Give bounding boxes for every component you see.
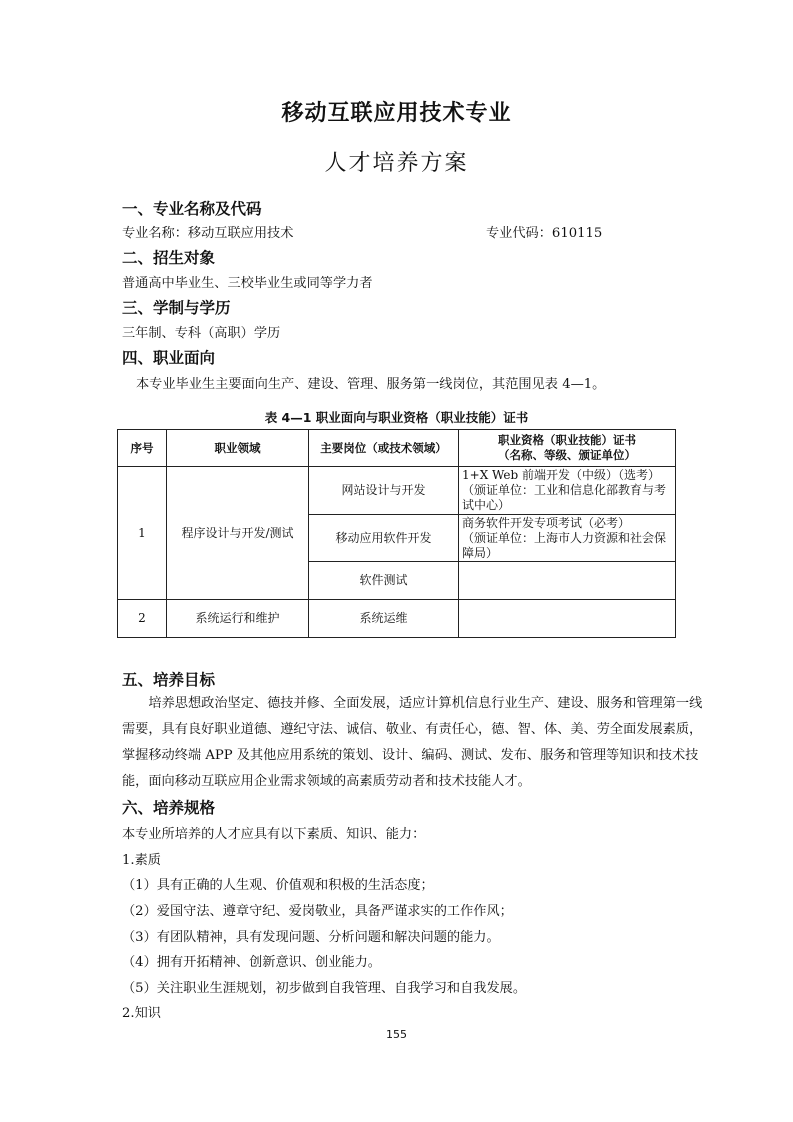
list-item: （3）有团队精神，具有发现问题、分析问题和解决问题的能力。 (122, 930, 500, 945)
header-cert-line2: （名称、等级、颁证单位） (498, 448, 636, 462)
section-6-intro: 本专业所培养的人才应具有以下素质、知识、能力： (122, 827, 426, 842)
table-caption: 表 4—1 职业面向与职业资格（职业技能）证书 (264, 410, 529, 425)
major-name: 专业名称：移动互联应用技术 (122, 226, 294, 241)
section-4-heading: 四、职业面向 (122, 349, 216, 367)
row-no: 2 (118, 600, 167, 638)
sub-heading-quality: 1.素质 (122, 853, 161, 868)
section-5-text: 培养思想政治坚定、德技并修、全面发展，适应计算机信息行业生产、建设、服务和管理第一线需要，具有良好职业道德、遵纪守法、诚信、敬业、有责任心，德、智、体、美、劳全面发展素质，掌握移动终端 APP 及其他应用系统的策划、设计、编码、测试、发布、服务和管理等知识和技术技能，面向移动互联应用企业需求领域的高素质劳动者和技术技能人才。 (122, 696, 703, 789)
row-cert: 商务软件开发专项考试（必考） （颁证单位：上海市人力资源和社会保障局） (459, 515, 676, 562)
row-cert (459, 562, 676, 600)
section-2-heading: 二、招生对象 (122, 249, 216, 267)
document-subtitle: 人才培养方案 (324, 151, 469, 176)
row-post: 网站设计与开发 (309, 467, 459, 515)
list-item: （5）关注职业生涯规划，初步做到自我管理、自我学习和自我发展。 (122, 981, 527, 996)
schooling-text: 三年制、专科（高职）学历 (122, 326, 281, 341)
header-no: 序号 (118, 430, 167, 467)
row-post: 软件测试 (309, 562, 459, 600)
header-cert (459, 430, 676, 467)
row-cert (459, 600, 676, 638)
sub-heading-knowledge: 2.知识 (122, 1006, 161, 1021)
section-6-heading: 六、培养规格 (122, 799, 216, 817)
row-post: 系统运维 (309, 600, 459, 638)
header-cert-line1: 职业资格（职业技能）证书 (498, 433, 636, 447)
list-item: （2）爱国守法、遵章守纪、爱岗敬业，具备严谨求实的工作作风； (122, 904, 513, 919)
section-5-heading: 五、培养目标 (122, 671, 216, 689)
table-header-row (118, 430, 676, 467)
page-number: 155 (386, 1028, 407, 1041)
section-4-text: 本专业毕业生主要面向生产、建设、管理、服务第一线岗位，其范围见表 4—1。 (136, 377, 606, 392)
row-post: 移动应用软件开发 (309, 515, 459, 562)
list-item: （4）拥有开拓精神、创新意识、创业能力。 (122, 955, 381, 970)
row-field: 系统运行和维护 (167, 600, 309, 638)
header-field: 职业领域 (167, 430, 309, 467)
section-3-heading: 三、学制与学历 (122, 299, 231, 317)
list-item: （1）具有正确的人生观、价值观和积极的生活态度； (122, 878, 434, 893)
document-title: 移动互联应用技术专业 (281, 101, 512, 126)
row-field: 程序设计与开发/测试 (167, 467, 309, 600)
row-cert: 1+X Web 前端开发（中级）（选考） （颁证单位：工业和信息化部教育与考试中心） (459, 467, 676, 515)
career-table (117, 429, 676, 638)
major-code: 专业代码：610115 (486, 226, 603, 241)
enrollment-target: 普通高中毕业生、三校毕业生或同等学力者 (122, 276, 373, 291)
table-row (118, 467, 676, 515)
section-1-heading: 一、专业名称及代码 (122, 200, 262, 218)
header-post: 主要岗位（或技术领域） (309, 430, 459, 467)
row-no: 1 (118, 467, 167, 600)
table-row (118, 600, 676, 638)
